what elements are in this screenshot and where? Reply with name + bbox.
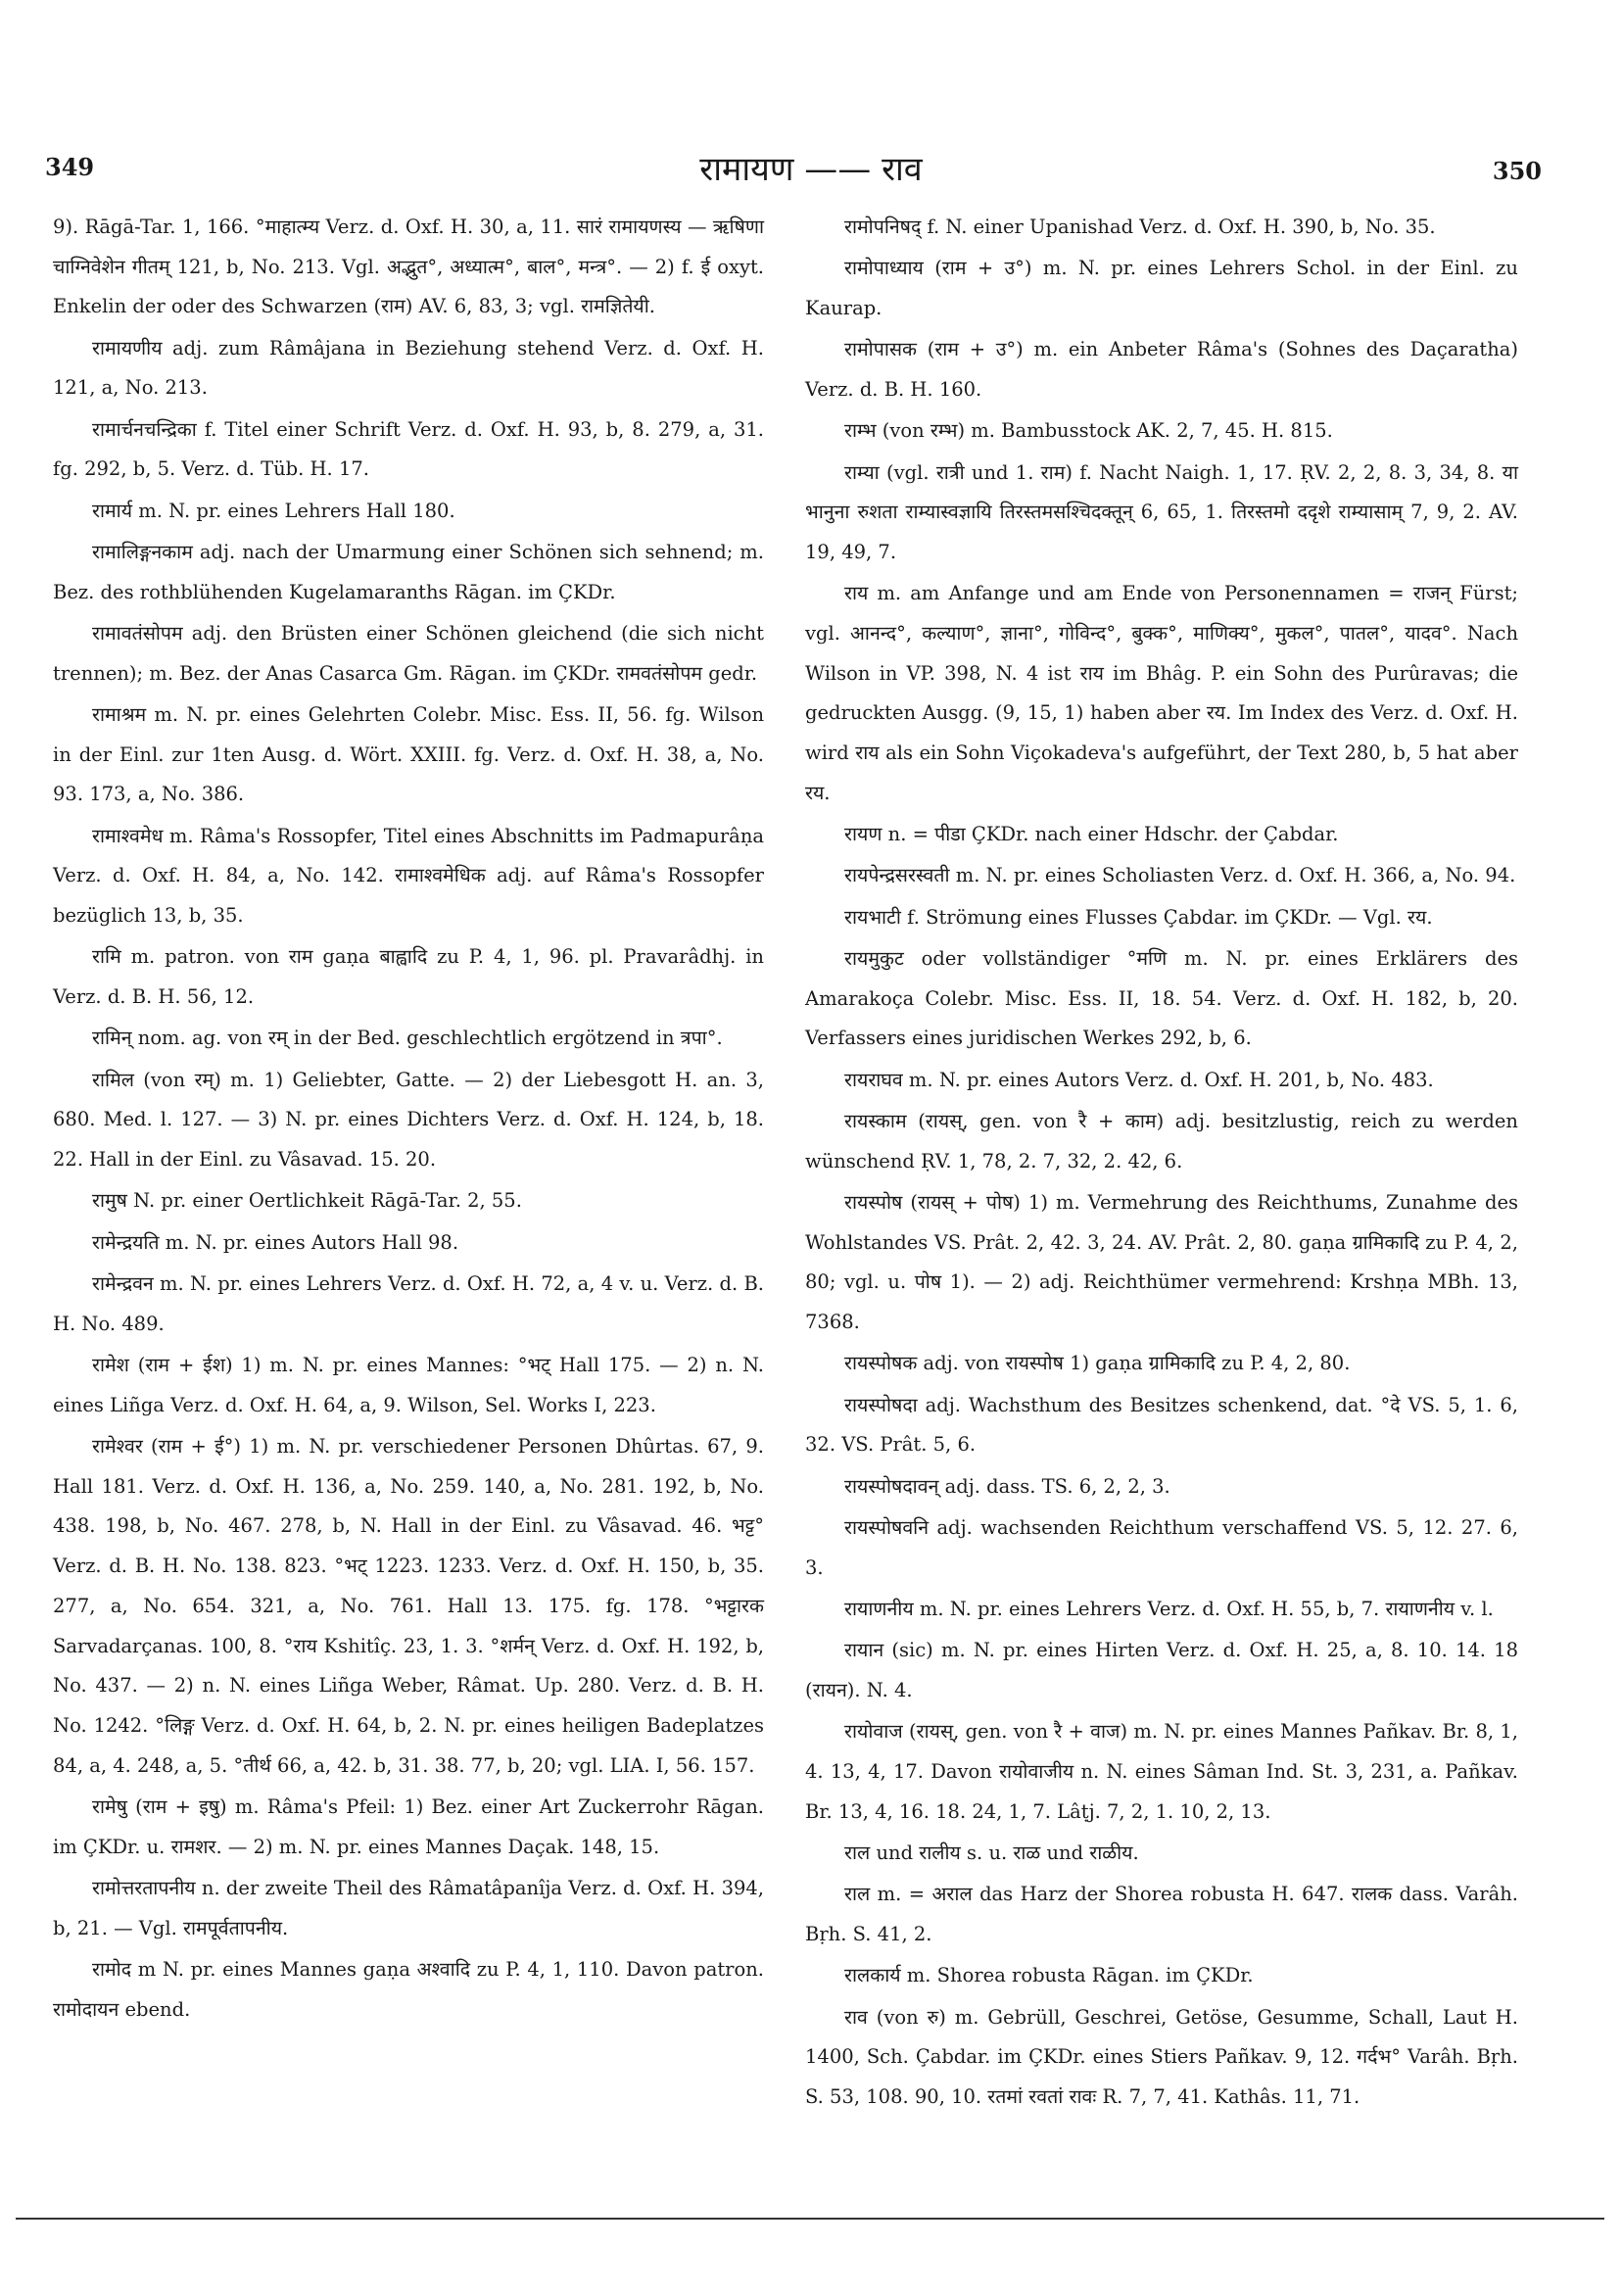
dictionary-entry: रायस्काम (रायस्, gen. von रै + काम) adj. besitzlustig, reich zu werden wünschend ṚV. 1, 78, 2. 7, 32, 2. 42, 6. bbox=[805, 1110, 1518, 1172]
dictionary-entry: रामाश्वमेध m. Râma's Rossopfer, Titel eines Abschnitts im Padmapurâṇa Verz. d. Oxf. H. 84, a, No. 142. रामाश्वमेधिक adj. auf Râma's Rossopfer bezüglich 13, b, 35. bbox=[53, 824, 764, 928]
dictionary-entry: रामेन्द्रवन m. N. pr. eines Lehrers Verz. d. Oxf. H. 72, a, 4 v. u. Verz. d. B. H. No. 489. bbox=[53, 1272, 764, 1335]
dictionary-entry: रायान (sic) m. N. pr. eines Hirten Verz. d. Oxf. H. 25, a, 8. 10. 14. 18 (रायन). N. 4. bbox=[805, 1639, 1518, 1701]
dictionary-entry: राम्या (vgl. रात्री und 1. राम) f. Nacht Naigh. 1, 17. ṚV. 2, 2, 8. 3, 34, 8. या भानुना रुशता राम्यास्वज्ञायि तिरस्तमसश्चिदक्तून् 6, 65, 1. तिरस्तमो ददृशे राम्यासाम् 7, 9, 2. AV. 19, 49, 7. bbox=[805, 460, 1518, 563]
dictionary-entry: रामायणीय adj. zum Râmâjana in Beziehung stehend Verz. d. Oxf. H. 121, a, No. 213. bbox=[53, 336, 764, 400]
dictionary-entry: राम्भ (von रम्भ) m. Bambusstock AK. 2, 7, 45. H. 815. bbox=[844, 419, 1333, 443]
running-title: रामायण —— राव bbox=[699, 150, 923, 189]
dictionary-entry: रामार्चनचन्द्रिका f. Titel einer Schrift Verz. d. Oxf. H. 93, b, 8. 279, a, 31. fg. 292, b, 5. Verz. d. Tüb. H. 17. bbox=[53, 417, 764, 481]
dictionary-entry: राल und रालीय s. u. राळ und राळीय. bbox=[844, 1842, 1139, 1864]
dictionary-entry: रायमुकुट oder vollständiger °मणि m. N. pr. eines Erklärers des Amarakoça Colebr. Misc. Ess. II, 18. 54. Verz. d. Oxf. H. 182, b, 20. Verfassers eines juridischen Werkes 292, b, 6. bbox=[805, 947, 1518, 1050]
dictionary-entry: रामावतंसोपम adj. den Brüsten einer Schönen gleichend (die sich nicht trennen); m. Bez. der Anas Casarca Gm. Rāgan. im ÇKDr. रामवतंसोपम gedr. bbox=[53, 622, 764, 685]
dictionary-entry: रामालिङ्गनकाम adj. nach der Umarmung einer Schönen sich sehnend; m. Bez. des rothblühenden Kugelamaranths Rāgan. im ÇKDr. bbox=[53, 541, 764, 603]
dictionary-entry: रायस्पोषदावन् adj. dass. TS. 6, 2, 2, 3. bbox=[844, 1474, 1170, 1498]
dictionary-entry: रायपेन्द्रसरस्वती m. N. pr. eines Scholiasten Verz. d. Oxf. H. 366, a, No. 94. bbox=[844, 864, 1516, 887]
dictionary-entry: रायस्पोषदा adj. Wachsthum des Besitzes schenkend, dat. °दे VS. 5, 1. 6, 32. VS. Prât. 5, 6. bbox=[805, 1393, 1518, 1457]
dictionary-entry: रामेश (राम + ईश) 1) m. N. pr. eines Mannes: °भट् Hall 175. — 2) n. N. eines Liñga Verz. d. Oxf. H. 64, a, 9. Wilson, Sel. Works I, 223. bbox=[53, 1354, 764, 1416]
dictionary-entry: रामेन्द्रयति m. N. pr. eines Autors Hall 98. bbox=[92, 1230, 459, 1254]
dictionary-entry: रामिन् nom. ag. von रम् in der Bed. geschlechtlich ergötzend in त्रपा°. bbox=[92, 1027, 723, 1050]
footer-rule bbox=[16, 2218, 1604, 2220]
dictionary-entry: राल m. = अराल das Harz der Shorea robusta H. 647. रालक dass. Varâh. Bṛh. S. 41, 2. bbox=[805, 1883, 1518, 1945]
dictionary-entry: रामोपासक (राम + उ°) m. ein Anbeter Râma's (Sohnes des Daçaratha) Verz. d. B. H. 160. bbox=[805, 338, 1518, 401]
right-column bbox=[805, 208, 1518, 2119]
dictionary-entry: रामेश्वर (राम + ई°) 1) m. N. pr. verschiedener Personen Dhûrtas. 67, 9. Hall 181. Verz. d. Oxf. H. 136, a, No. 259. 140, a, No. 281. 192, b, No. 438. 198, b, No. 467. 278, b, N. Hall in der Einl. zu Vâsavad. 46. भट्ट° Verz. d. B. H. No. 138. 823. °भट् 1223. 1233. Verz. d. Oxf. H. 150, b, 35. 277, a, No. 654. 321, a, No. 761. Hall 13. 175. fg. 178. °भट्टारक Sarvadarçanas. 100, 8. °राय Kshitîç. 23, 1. 3. °शर्मन् Verz. d. Oxf. H. 192, b, No. 437. — 2) n. N. eines Liñga Weber, Râmat. Up. 280. Verz. d. B. H. No. 1242. °लिङ्ग Verz. d. Oxf. H. 64, b, 2. N. pr. eines heiligen Badeplatzes 84, a, 4. 248, a, 5. °तीर्थ 66, a, 42. b, 31. 38. 77, b, 20; vgl. LIA. I, 56. 157. bbox=[53, 1435, 764, 1777]
dictionary-entry: राव (von रु) m. Gebrüll, Geschrei, Getöse, Gesumme, Schall, Laut H. 1400, Sch. Çabdar. im ÇKDr. eines Stiers Pañkav. 9, 12. गर्दभ° Varâh. Bṛh. S. 53, 108. 90, 10. रतमां रवतां रावः R. 7, 7, 41. Kathâs. 11, 71. bbox=[805, 2005, 1518, 2108]
dictionary-entry: रामिल (von रम्) m. 1) Geliebter, Gatte. — 2) der Liebesgott H. an. 3, 680. Med. l. 127. — 3) N. pr. eines Dichters Verz. d. Oxf. H. 124, b, 18. 22. Hall in der Einl. zu Vâsavad. 15. 20. bbox=[53, 1068, 764, 1172]
continued-entry: 9). Rāgā-Tar. 1, 166. °माहात्म्य Verz. d. Oxf. H. 30, a, 11. सारं रामायणस्य — ऋषिणा चाग्निवेशेन गीतम् 121, b, No. 213. Vgl. अद्भुत°, अध्यात्म°, बाल°, मन्त्र°. — 2) f. ई oxyt. Enkelin der oder des Schwarzen (राम) AV. 6, 83, 3; vgl. रामज्ञितेयी. bbox=[53, 215, 764, 318]
dictionary-entry: रामुष N. pr. einer Oertlichkeit Rāgā-Tar. 2, 55. bbox=[92, 1189, 522, 1213]
dictionary-entry: रामि m. patron. von राम gaṇa बाह्वादि zu P. 4, 1, 96. pl. Pravarâdhj. in Verz. d. B. H. 56, 12. bbox=[53, 945, 764, 1009]
dictionary-entry: रामोपाध्याय (राम + उ°) m. N. pr. eines Lehrers Schol. in der Einl. zu Kaurap. bbox=[805, 257, 1518, 319]
dictionary-entry: राय m. am Anfange und am Ende von Personennamen = राजन् Fürst; vgl. आनन्द°, कल्याण°, ज्ञाना°, गोविन्द°, बुक्क°, माणिक्य°, मुकल°, पातल°, यादव°. Nach Wilson in VP. 398, N. 4 ist राय im Bhâg. P. ein Sohn des Purûravas; die gedruckten Ausgg. (9, 15, 1) haben aber रय. Im Index des Verz. d. Oxf. H. wird राय als ein Sohn Viçokadeva's aufgeführt, der Text 280, b, 5 hat aber रय. bbox=[805, 582, 1518, 804]
dictionary-entry: रायभाटी f. Strömung eines Flusses Çabdar. im ÇKDr. — Vgl. रय. bbox=[844, 905, 1433, 929]
dictionary-entry: रायराघव m. N. pr. eines Autors Verz. d. Oxf. H. 201, b, No. 483. bbox=[844, 1068, 1434, 1091]
dictionary-entry: रामोत्तरतापनीय n. der zweite Theil des Râmatâpanîja Verz. d. Oxf. H. 394, b, 21. — Vgl. रामपूर्वतापनीय. bbox=[53, 1876, 764, 1939]
dictionary-entry: रामाश्रम m. N. pr. eines Gelehrten Colebr. Misc. Ess. II, 56. fg. Wilson in der Einl. zur 1ten Ausg. d. Wört. XXIII. fg. Verz. d. Oxf. H. 38, a, No. 93. 173, a, No. 386. bbox=[53, 703, 764, 806]
page-number-left: 349 bbox=[45, 153, 95, 181]
dictionary-entry: रायस्पोषक adj. von रायस्पोष 1) gaṇa ग्रामिकादि zu P. 4, 2, 80. bbox=[844, 1352, 1351, 1375]
dictionary-entry: रालकार्य m. Shorea robusta Rāgan. im ÇKDr. bbox=[844, 1964, 1254, 1987]
dictionary-entry: रामोपनिषद् f. N. einer Upanishad Verz. d. Oxf. H. 390, b, No. 35. bbox=[844, 215, 1436, 238]
dictionary-entry: रामोद m N. pr. eines Mannes gaṇa अश्वादि zu P. 4, 1, 110. Davon patron. रामोदायन ebend. bbox=[53, 1957, 764, 2021]
page-number-right: 350 bbox=[1492, 157, 1542, 185]
dictionary-entry: रायस्पोष (रायस् + पोष) 1) m. Vermehrung des Reichthums, Zunahme des Wohlstandes VS. Prât. 2, 42. 3, 24. AV. Prât. 2, 80. gaṇa ग्रामिकादि zu P. 4, 2, 80; vgl. u. पोष 1). — 2) adj. Reichthümer vermehrend: Krshṇa MBh. 13, 7368. bbox=[805, 1191, 1518, 1334]
dictionary-entry: रायस्पोषवनि adj. wachsenden Reichthum verschaffend VS. 5, 12. 27. 6, 3. bbox=[805, 1516, 1518, 1579]
dictionary-entry: रामार्य m. N. pr. eines Lehrers Hall 180. bbox=[92, 499, 455, 522]
left-column bbox=[53, 208, 764, 2032]
dictionary-entry: रायण n. = पीडा ÇKDr. nach einer Hdschr. der Çabdar. bbox=[844, 823, 1339, 846]
dictionary-entry: रामेषु (राम + इषु) m. Râma's Pfeil: 1) Bez. einer Art Zuckerrohr Rāgan. im ÇKDr. u. रामशर. — 2) m. N. pr. eines Mannes Daçak. 148, 15. bbox=[53, 1794, 764, 1858]
dictionary-entry: रायाणनीय m. N. pr. eines Lehrers Verz. d. Oxf. H. 55, b, 7. रायाणनीय v. l. bbox=[844, 1598, 1494, 1620]
dictionary-entry: रायोवाज (रायस्, gen. von रै + वाज) m. N. pr. eines Mannes Pañkav. Br. 8, 1, 4. 13, 4, 17. Davon रायोवाजीय n. N. eines Sâman Ind. St. 3, 231, a. Pañkav. Br. 13, 4, 16. 18. 24, 1, 7. Lâṭj. 7, 2, 1. 10, 2, 13. bbox=[805, 1720, 1518, 1823]
